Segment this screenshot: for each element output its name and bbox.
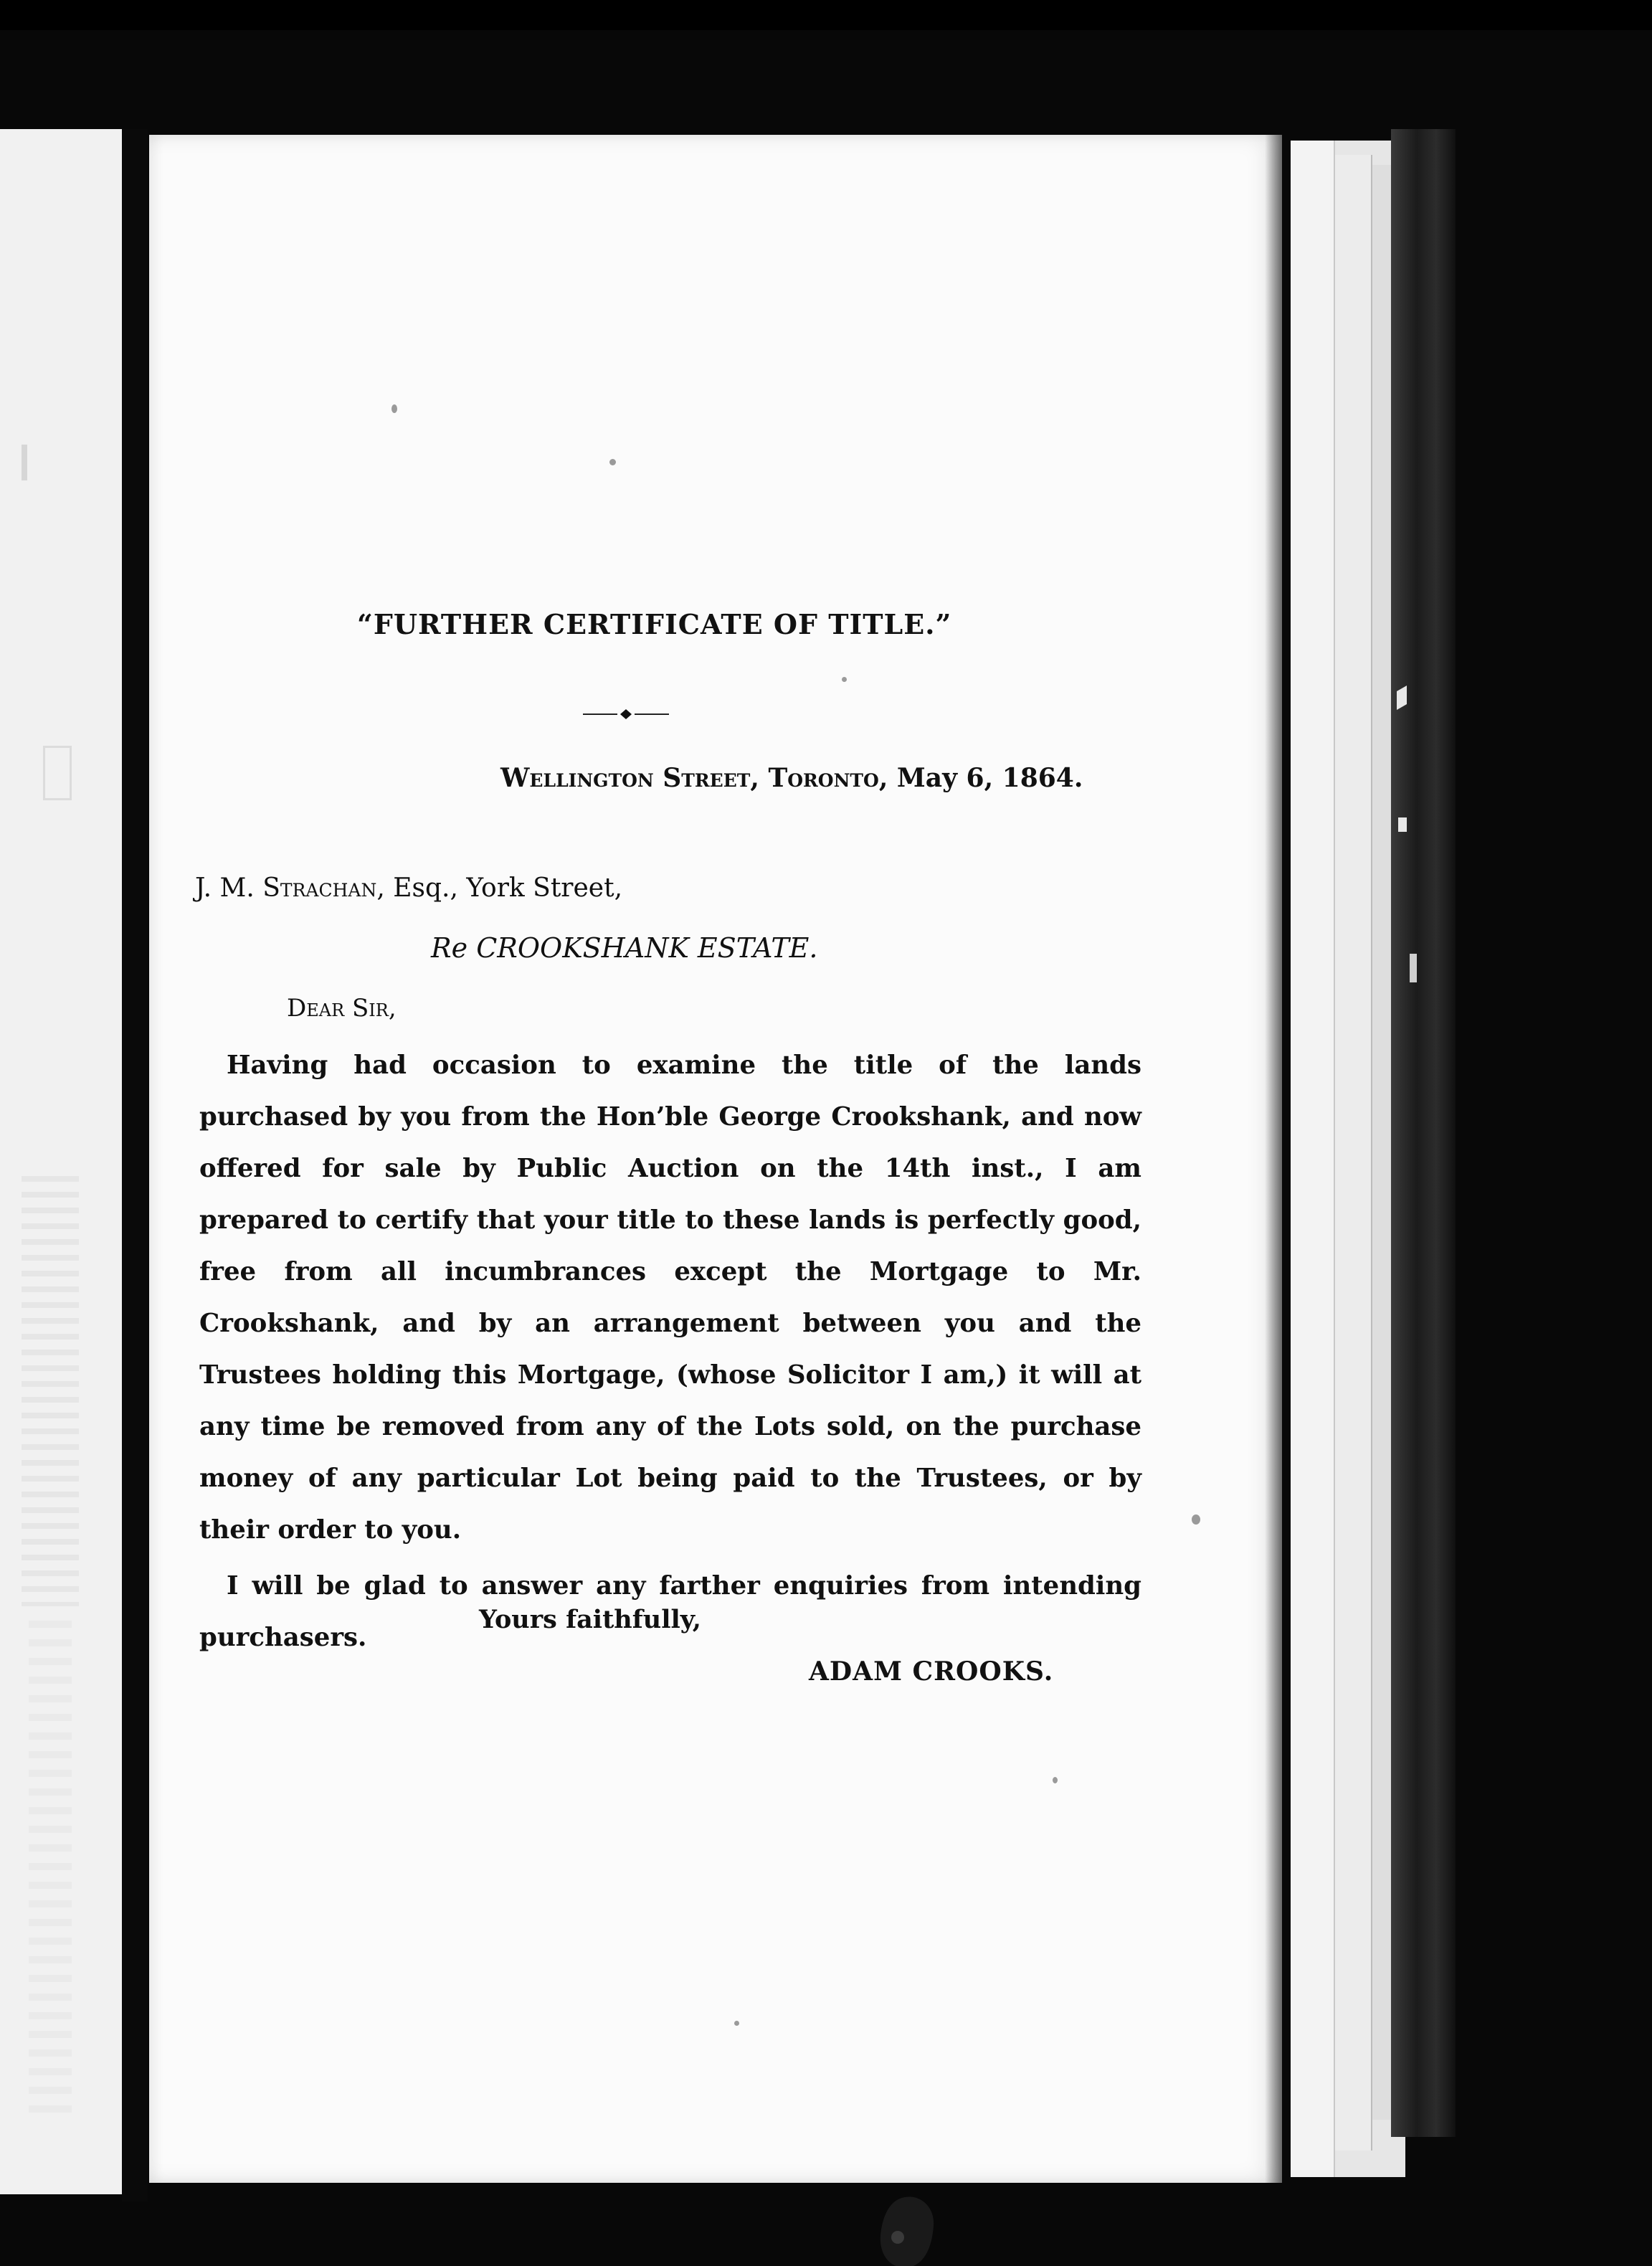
ornament-divider bbox=[583, 707, 669, 721]
dateline bbox=[500, 763, 1182, 793]
paper-speck bbox=[1053, 1777, 1058, 1783]
addressee-address: Esq., York Street, bbox=[393, 873, 623, 903]
left-page-mark bbox=[22, 445, 27, 480]
addressee-name: J. M. Strachan, bbox=[195, 873, 385, 903]
page-edges bbox=[1291, 141, 1405, 2177]
paper-speck bbox=[842, 677, 847, 682]
left-page-fragment bbox=[0, 129, 124, 2194]
re-prefix: Re bbox=[431, 932, 468, 964]
left-page-bracket bbox=[43, 746, 72, 800]
addressee bbox=[195, 873, 622, 903]
left-page-bleedthrough bbox=[22, 1176, 79, 1606]
paper-speck bbox=[391, 404, 397, 413]
dateline-street: Wellington Street, Toronto, bbox=[500, 763, 888, 793]
re-line bbox=[431, 932, 817, 964]
document-page bbox=[149, 135, 1282, 2183]
scan-top-border bbox=[0, 0, 1652, 30]
book-cover-board bbox=[1391, 129, 1456, 2137]
paper-speck bbox=[1192, 1514, 1200, 1525]
dateline-date: May 6, 1864. bbox=[896, 763, 1083, 793]
paper-speck bbox=[609, 459, 616, 465]
page-edge bbox=[1335, 155, 1372, 2151]
signature: ADAM CROOKS. bbox=[809, 1656, 1054, 1687]
ink-blot bbox=[876, 2194, 938, 2266]
document-title: “FURTHER CERTIFICATE OF TITLE.” bbox=[357, 608, 952, 640]
paragraph: I will be glad to answer any farther enquiries from intending purchasers. bbox=[199, 1571, 1141, 1652]
paper-speck bbox=[734, 2021, 739, 2026]
board-chip bbox=[1397, 686, 1407, 710]
closing: Yours faithfully, bbox=[479, 1605, 701, 1634]
salutation: Dear Sir, bbox=[287, 994, 397, 1023]
board-chip bbox=[1410, 954, 1417, 982]
page-shadow bbox=[1265, 135, 1282, 2183]
book-gutter bbox=[122, 129, 148, 2201]
paragraph: Having had occasion to examine the title of the lands purchased by you from the Hon’ble George Crookshank, and now offered for sale by Public Auction on the 14th inst., I am prepared to certify that your title to these lands is perfectly good, free from all incumbrances except the Mortgage to Mr. Crookshank, and by an arrangement between you and the Trustees holding this Mortgage, (whose Solicitor I am,) it will at any time be removed from any of the Lots sold, on the purchase money of any particular Lot being paid to the Trustees, or by their order to you. bbox=[199, 1051, 1141, 1545]
board-chip bbox=[1398, 817, 1407, 832]
letter-body bbox=[199, 1040, 1141, 1664]
page-edge bbox=[1291, 141, 1335, 2177]
re-subject: CROOKSHANK ESTATE. bbox=[476, 932, 818, 964]
left-page-bleedthrough bbox=[29, 1621, 72, 2123]
